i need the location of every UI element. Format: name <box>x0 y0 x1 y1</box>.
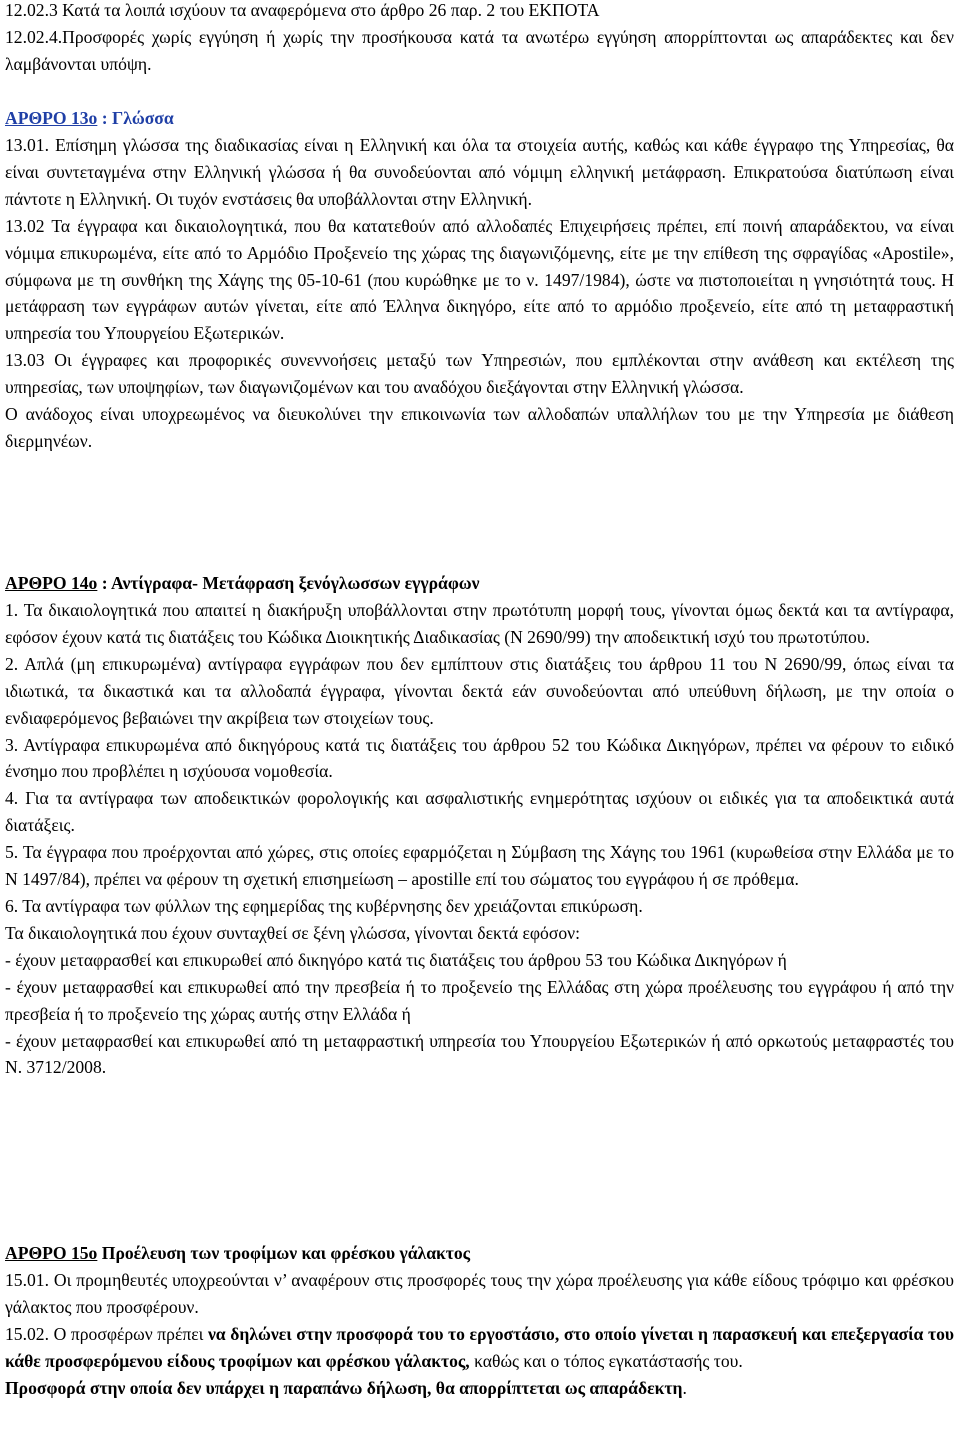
paragraph-14-2: 2. Απλά (μη επικυρωμένα) αντίγραφα εγγράφων που δεν εμπίπτουν στις διατάξεις του άρθρου 11 του Ν 2690/99, όπως είναι τα ιδιωτικά, τα δικαστικά και τα αλλοδαπά έγγραφα, γίνονται δεκτά εάν συνοδεύονται από υπεύθυνη δήλωση, με την οποία ο ενδιαφερόμενος βεβαιώνει την ακρίβεια των στοιχείων τους. <box>5 653 954 728</box>
paragraph-14-6: 6. Τα αντίγραφα των φύλλων της εφημερίδας της κυβέρνησης δεν χρειάζονται επικύρωση. <box>5 895 643 916</box>
paragraph-12-02-3: 12.02.3 Κατά τα λοιπά ισχύουν τα αναφερόμενα στο άρθρο 26 παρ. 2 του ΕΚΠΟΤΑ <box>5 0 600 20</box>
article-14-heading <box>5 570 954 597</box>
paragraph-15-02-intro: 15.02. Ο προσφέρων πρέπει <box>5 1323 208 1344</box>
article-13-body <box>5 132 954 455</box>
paragraph-14-4: 4. Για τα αντίγραφα των αποδεικτικών φορολογικής και ασφαλιστικής ενημερότητας ισχύουν οι ειδικές για τα αποδεικτικά αυτά διατάξεις. <box>5 788 954 836</box>
article-14-number: ΑΡΘΡΟ 14ο <box>5 573 98 593</box>
article-14-body <box>5 597 954 1081</box>
article-13-number: ΑΡΘΡΟ 13ο <box>5 108 98 128</box>
article-15-heading <box>5 1240 954 1267</box>
paragraph-12-02-4: 12.02.4.Προσφορές χωρίς εγγύηση ή χωρίς την προσήκουσα κατά τα ανωτέρω εγγύηση απορρίπτονται ως απαράδεκτες και δεν λαμβάνονται υπόψη. <box>5 27 954 74</box>
paragraph-13-01: 13.01. Επίσημη γλώσσα της διαδικασίας είναι η Ελληνική και όλα τα στοιχεία αυτής, καθώς και κάθε έγγραφο της Υπηρεσίας, θα είναι συντεταγμένα στην Ελληνική γλώσσα ή θα συνοδεύονται από νόμιμη ελληνική μετάφραση. Επικρατούσα διατύπωση είναι πάντοτε η Ελληνική. Οι τυχόν ενστάσεις θα υποβάλλονται στην Ελληνική. <box>5 135 954 209</box>
paragraph-15-rejection <box>5 1375 954 1402</box>
paragraph-15-rejection-period: . <box>682 1377 687 1398</box>
article-15-body <box>5 1267 954 1402</box>
paragraph-15-rejection-bold: Προσφορά στην οποία δεν υπάρχει η παραπάνω δήλωση, θα απορρίπτεται ως απαράδεκτη <box>5 1377 683 1398</box>
paragraph-13-contractor: Ο ανάδοχος είναι υποχρεωμένος να διευκολύνει την επικοινωνία των αλλοδαπών υπαλλήλων του με την Υπηρεσία με διάθεση διερμηνέων. <box>5 404 954 451</box>
paragraph-15-02-bold: να δηλώνει στην προσφορά του το εργοστάσιο, στο οποίο γίνεται η παρασκευή και επεξεργασία του κάθε προσφερόμενου είδους τροφίμων και φρέσκου γάλακτος, <box>5 1323 954 1371</box>
article-14-title: : Αντίγραφα- Μετάφραση ξενόγλωσσων εγγράφων <box>97 573 480 593</box>
paragraph-14-option-ministry: - έχουν μεταφρασθεί και επικυρωθεί από τη μεταφραστική υπηρεσία του Υπουργείου Εξωτερικών ή από ορκωτούς μεταφραστές του Ν. 3712/2008. <box>5 1030 954 1078</box>
paragraph-13-02: 13.02 Τα έγγραφα και δικαιολογητικά, που θα κατατεθούν από αλλοδαπές Επιχειρήσεις πρέπει, επί ποινή απαράδεκτου, να είναι νόμιμα επικυρωμένα, είτε από το Αρμόδιο Προξενείο της χώρας της διαγωνιζόμενης, είτε με την επίθεση της σφραγίδας «Apostile», σύμφωνα με τη συνθήκη της Χάγης της 05-10-61 (που κυρώθηκε με το ν. 1497/1984), ώστε να πιστοποιείται η γνησιότητά τους. Η μετάφραση των εγγράφων αυτών γίνεται, είτε από Έλληνα δικηγόρο, είτε από το αρμόδιο προξενείο, είτε από τη μεταφραστική υπηρεσία του Υπουργείου Εξωτερικών. <box>5 215 954 344</box>
paragraph-14-5: 5. Τα έγγραφα που προέρχονται από χώρες, στις οποίες εφαρμόζεται η Σύμβαση της Χάγης του 1961 (κυρωθείσα στην Ελλάδα με το Ν 1497/84), πρέπει να φέρουν τη σχετική επισημείωση – apostille επί του σώματος του εγγράφου ή σε πρόθεμα. <box>5 842 954 890</box>
article-13-title: : Γλώσσα <box>97 108 174 128</box>
paragraph-14-foreign-docs: Τα δικαιολογητικά που έχουν συνταχθεί σε ξένη γλώσσα, γίνονται δεκτά εφόσον: <box>5 922 580 943</box>
article-15-title: Προέλευση των τροφίμων και φρέσκου γάλακτος <box>97 1243 471 1263</box>
article-13-heading <box>5 105 954 132</box>
paragraph-15-02 <box>5 1321 954 1375</box>
paragraph-14-option-lawyer: - έχουν μεταφρασθεί και επικυρωθεί από δικηγόρο κατά τις διατάξεις του άρθρου 53 του Κώδικα Δικηγόρων ή <box>5 949 787 970</box>
paragraph-14-3: 3. Αντίγραφα επικυρωμένα από δικηγόρους κατά τις διατάξεις του άρθρου 52 του Κώδικα Δικηγόρων, πρέπει να φέρουν το ειδικό ένσημο που προβλέπει η ισχύουσα νομοθεσία. <box>5 734 954 782</box>
article-15-number: ΑΡΘΡΟ 15ο <box>5 1243 98 1263</box>
paragraph-15-01: 15.01. Οι προμηθευτές υποχρεούνται ν’ αναφέρουν στις προσφορές τους την χώρα προέλευσης για κάθε είδους τρόφιμο και φρέσκου γάλακτος που προσφέρουν. <box>5 1270 954 1317</box>
paragraph-14-1: 1. Τα δικαιολογητικά που απαιτεί η διακήρυξη υποβάλλονται στην πρωτότυπη μορφή τους, γίνονται όμως δεκτά και τα αντίγραφα, εφόσον έχουν κατά τις διατάξεις του Κώδικα Διοικητικής Διαδικασίας (Ν 2690/99) την αποδεικτική ισχύ του πρωτοτύπου. <box>5 600 954 647</box>
paragraph-15-02-end: καθώς και ο τόπος εγκατάστασής του. <box>469 1350 743 1371</box>
paragraph-14-option-embassy: - έχουν μεταφρασθεί και επικυρωθεί από την πρεσβεία ή το προξενείο της Ελλάδας στη χώρα προέλευσης του εγγράφου ή από την πρεσβεία ή το προξενείο της χώρας αυτής στην Ελλάδα ή <box>5 976 954 1024</box>
paragraph-13-03: 13.03 Οι έγγραφες και προφορικές συνεννοήσεις μεταξύ των Υπηρεσιών, που εμπλέκονται στην ανάθεση και εκτέλεση της υπηρεσίας, των υποψηφίων, των διαγωνιζομένων και του αναδόχου διεξάγονται στην Ελληνική γλώσσα. <box>5 350 954 398</box>
